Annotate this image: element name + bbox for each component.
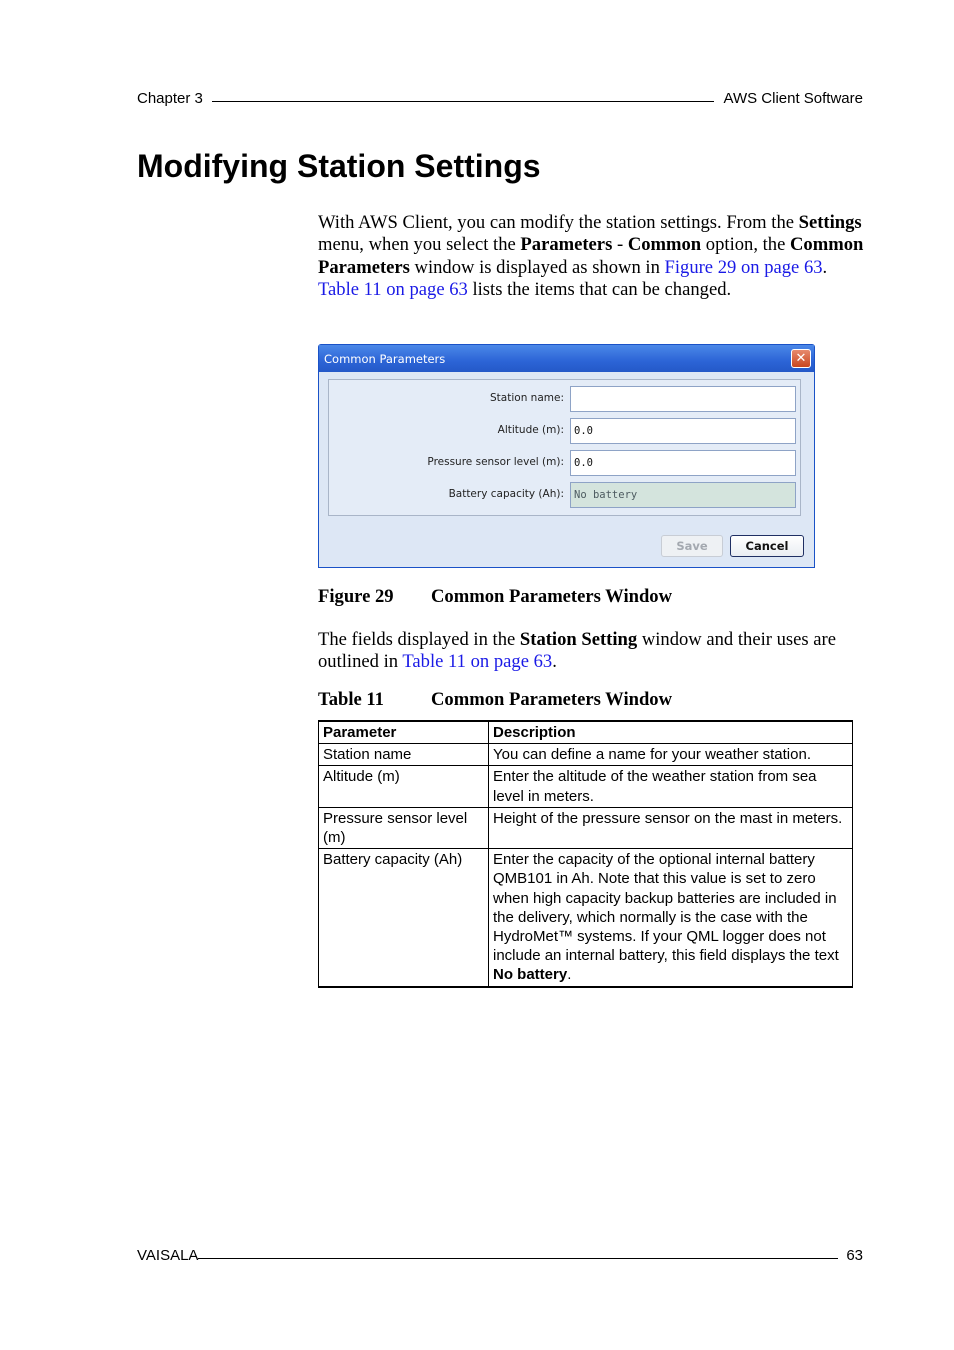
fields-paragraph: The fields displayed in the Station Setting window and their uses are outlined in Table 11 on page 63.: [318, 629, 836, 673]
battery-capacity-input: No battery: [570, 482, 796, 508]
table-row: [319, 766, 853, 807]
altitude-input[interactable]: 0.0: [570, 418, 796, 444]
table-row: [319, 807, 853, 848]
pressure-sensor-input[interactable]: 0.0: [570, 450, 796, 476]
header-rule: [212, 101, 714, 102]
table-link[interactable]: Table 11 on page 63: [318, 278, 468, 300]
figure-title: Common Parameters Window: [431, 586, 673, 607]
pressure-sensor-label: Pressure sensor level (m):: [427, 456, 564, 468]
station-name-input[interactable]: [570, 386, 796, 412]
battery-capacity-label: Battery capacity (Ah):: [448, 488, 564, 500]
table-caption: [318, 689, 672, 711]
dialog-titlebar: [319, 345, 814, 372]
header-title: AWS Client Software: [723, 90, 863, 107]
page-footer: [137, 1244, 863, 1264]
pressure-sensor-row: [329, 450, 802, 476]
description-cell: Enter the altitude of the weather station from sea level in meters.: [489, 766, 853, 807]
column-header: Description: [489, 721, 853, 744]
cancel-button[interactable]: Cancel: [730, 535, 804, 557]
table-header-row: [319, 721, 853, 744]
column-header: Parameter: [319, 721, 489, 744]
fields-panel: [328, 379, 801, 516]
figure-link[interactable]: Figure 29 on page 63: [664, 256, 823, 278]
battery-capacity-row: [329, 482, 802, 508]
parameter-cell: Station name: [319, 744, 489, 766]
page-number: 63: [846, 1247, 863, 1264]
station-name-label: Station name:: [490, 392, 564, 404]
page-header: [137, 87, 863, 107]
table-row: [319, 849, 853, 987]
altitude-row: [329, 418, 802, 444]
parameter-cell: Battery capacity (Ah): [319, 849, 489, 987]
altitude-label: Altitude (m):: [497, 424, 564, 436]
save-button[interactable]: Save: [661, 535, 723, 557]
parameter-cell: Altitude (m): [319, 766, 489, 807]
table-link-2[interactable]: Table 11 on page 63: [402, 651, 553, 673]
station-name-row: [329, 386, 802, 412]
parameters-table: [318, 720, 853, 988]
description-cell: You can define a name for your weather station.: [489, 744, 853, 766]
parameter-cell: Pressure sensor level (m): [319, 807, 489, 848]
table-title: Common Parameters Window: [431, 689, 673, 710]
table-row: [319, 744, 853, 766]
close-icon[interactable]: ✕: [791, 349, 811, 368]
footer-rule: [198, 1258, 838, 1259]
chapter-label: Chapter 3: [137, 90, 203, 107]
section-heading: Modifying Station Settings: [137, 148, 541, 184]
figure-caption: [318, 586, 672, 608]
footer-brand: VAISALA: [137, 1247, 199, 1264]
figure-number: Figure 29: [318, 586, 394, 607]
table-number: Table 11: [318, 689, 384, 710]
common-parameters-dialog: [318, 344, 815, 568]
description-cell: Enter the capacity of the optional internal battery QMB101 in Ah. Note that this value is set to zero when high capacity backup batteries are included in the delivery, which normally is the case with the HydroMet™ systems. If your QML logger does not include an internal battery, this field displays the text No battery.: [489, 849, 853, 987]
intro-paragraph: With AWS Client, you can modify the station settings. From the Settings menu, when you select the Parameters - Common option, the Common Parameters window is displayed as shown in Figure 29 on page 63. Table 11 on page 63 lists the items that can be changed.: [318, 212, 864, 300]
description-cell: Height of the pressure sensor on the mast in meters.: [489, 807, 853, 848]
dialog-title: Common Parameters: [324, 351, 446, 366]
